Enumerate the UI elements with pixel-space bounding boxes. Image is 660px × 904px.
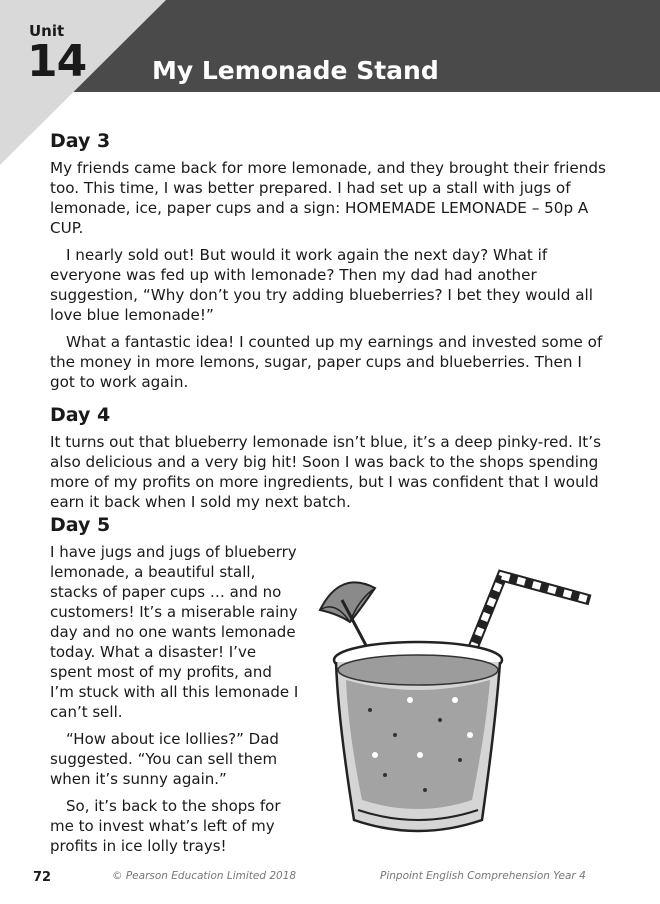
footer — [0, 868, 660, 888]
day-3-heading: Day 3 — [50, 130, 111, 152]
section-day-3 — [50, 128, 610, 392]
day-3-paragraph-2: I nearly sold out! But would it work again the next day? What if everyone was fed up with lemonade? Then my dad had another suggestion, “Why don’t you try adding blueberries? I bet they would all love blue lemonade!” — [50, 246, 593, 324]
day-4-paragraph-1: It turns out that blueberry lemonade isn’t blue, it’s a deep pinky-red. It’s also delicious and a very big hit! Soon I was back to the shops spending more of my profits on more ingredients, but I was confident that I would earn it back when I sold my next batch. — [50, 433, 601, 511]
day-3-paragraph-1: My friends came back for more lemonade, and they brought their friends too. This time, I was better prepared. I had set up a stall with jugs of lemonade, ice, paper cups and a sign: HOMEMADE LEMONADE – 50p A CUP. — [50, 159, 606, 237]
copyright-notice: © Pearson Education Limited 2018 — [112, 870, 297, 882]
series-title: Pinpoint English Comprehension Year 4 — [380, 870, 586, 882]
unit-label: Unit — [29, 22, 65, 40]
day-5-paragraph-1: I have jugs and jugs of blueberry lemonade, a beautiful stall, stacks of paper cups … and no customers! It’s a miserable rainy day and no one wants lemonade today. What a disaster! I’ve spent most of my profits, and I’m stuck with all this lemonade I can’t sell. — [50, 543, 299, 721]
day-5-paragraph-3: So, it’s back to the shops for me to invest what’s left of my profits in ice lolly trays! — [50, 797, 281, 855]
unit-number: 14 — [27, 36, 87, 87]
day-4-heading: Day 4 — [50, 404, 111, 426]
section-day-5 — [50, 512, 300, 863]
glass-icon — [334, 642, 502, 831]
day-3-paragraph-3: What a fantastic idea! I counted up my earnings and invested some of the money in more lemons, sugar, paper cups and blueberries. Then I got to work again. — [50, 333, 603, 391]
main-content — [50, 128, 610, 522]
page-title: My Lemonade Stand — [152, 56, 439, 85]
day-5-heading: Day 5 — [50, 514, 111, 536]
section-day-4 — [50, 402, 610, 512]
lemonade-glass-illustration — [300, 560, 600, 850]
day-5-paragraph-2: “How about ice lollies?” Dad suggested. “You can sell them when it’s sunny again.” — [50, 730, 279, 788]
page-number: 72 — [33, 870, 52, 885]
